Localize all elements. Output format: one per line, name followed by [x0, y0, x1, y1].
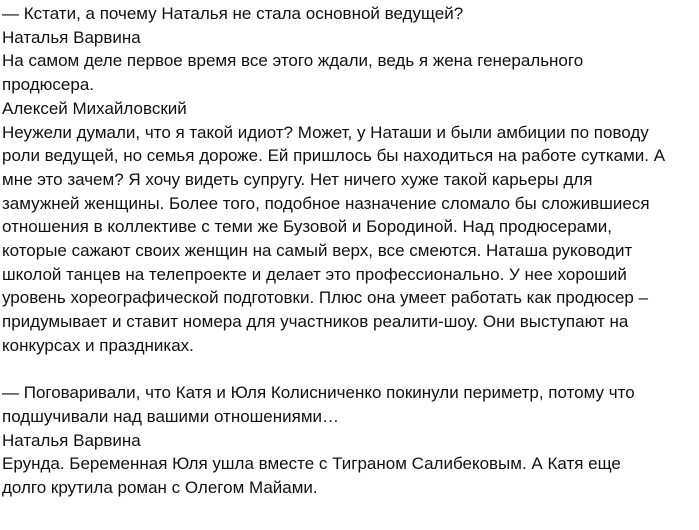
answer-line: уровень хореографической подготовки. Плюс она умеет работать как продюсер –	[2, 288, 649, 308]
article-text	[2, 2, 697, 500]
question-line: — Поговаривали, что Катя и Юля Колисниченко покинули периметр, потому что	[2, 383, 635, 403]
answer-line: роли ведущей, но семья дороже. Ей пришлось бы находиться на работе сутками. А	[2, 146, 666, 166]
answer-line: Неужели думали, что я такой идиот? Может, у Наташи и были амбиции по поводу	[2, 122, 649, 142]
answer-line: мне это зачем? Я хочу видеть супругу. Нет ничего хуже такой карьеры для	[2, 169, 593, 189]
paragraph-gap	[2, 358, 697, 382]
answer-line: Ерунда. Беременная Юля ушла вместе с Тиграном Салибековым. А Катя еще	[2, 454, 621, 474]
speaker-name: Наталья Варвина	[2, 430, 141, 450]
answer-line: которые сажают своих женщин на самый верх, все смеются. Наташа руководит	[2, 241, 633, 261]
speaker-name: Алексей Михайловский	[2, 98, 187, 118]
answer-line: На самом деле первое время все этого ждали, ведь я жена генерального	[2, 51, 584, 71]
answer-line: придумывает и ставит номера для участников реалити-шоу. Они выступают на	[2, 312, 629, 332]
answer-line: долго крутила роман с Олегом Майами.	[2, 478, 318, 498]
answer-line: продюсера.	[2, 75, 94, 95]
question-line: подшучивали над вашими отношениями…	[2, 406, 340, 426]
speaker-name: Наталья Варвина	[2, 27, 141, 47]
answer-line: замужней женщины. Более того, подобное назначение сломало бы сложившиеся	[2, 193, 650, 213]
answer-line: конкурсах и праздниках.	[2, 335, 194, 355]
answer-line: школой танцев на телепроекте и делает это профессионально. У нее хороший	[2, 264, 627, 284]
answer-line: отношения в коллективе с теми же Бузовой и Бородиной. Над продюсерами,	[2, 217, 613, 237]
interview-block-1	[2, 2, 697, 358]
interview-block-2	[2, 381, 697, 500]
question-line: — Кстати, а почему Наталья не стала основной ведущей?	[2, 4, 464, 23]
